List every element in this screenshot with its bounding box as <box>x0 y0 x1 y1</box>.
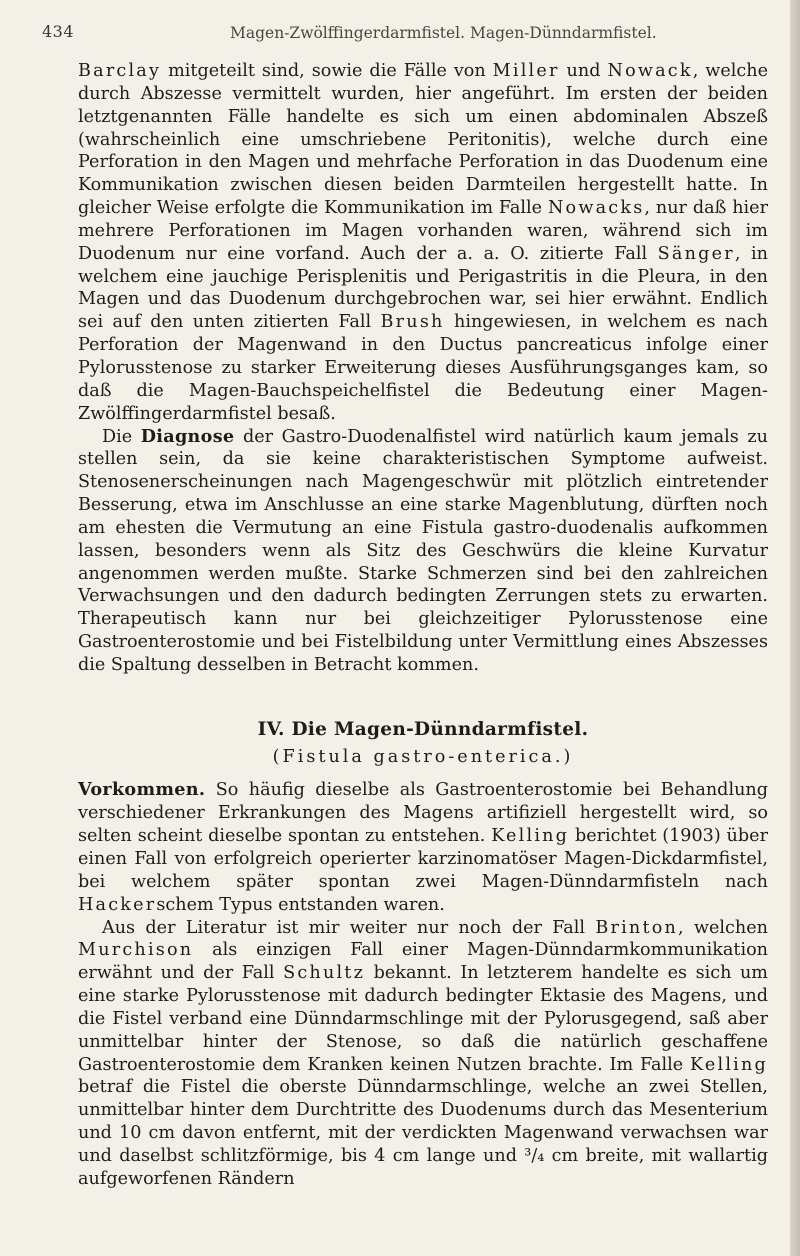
author-name: Murchison <box>78 940 194 961</box>
author-name: Nowack <box>607 61 693 81</box>
paragraph-fistula-cases: Barclay mitgeteilt sind, sowie die Fälle von Miller und Nowack, welche durch Abszesse vermittelt wurden, hier angeführt. Im ersten der beiden letztgenannten Fälle handelte es sich um einen abdominalen Abszeß (wahrscheinlich eine umschriebene Peritonitis), welche durch eine Perforation in den Magen und mehrfache Perforation in das Duodenum eine Kommunikation zwischen diesen beiden Darmteilen hergestellt hatte. In gleicher Weise erfolgte die Kommunikation im Falle Nowacks, nur daß hier mehrere Perforationen im Magen vorhanden waren, während sich im Duodenum nur eine vorfand. Auch der a. a. O. zitierte Fall Sänger, in welchem eine jauchige Perisplenitis und Perigastritis in die Pleura, in den Magen und das Duodenum durchgebrochen war, sei hier erwähnt. Endlich sei auf den unten zitierten Fall Brush hingewiesen, in welchem es nach Perforation der Magenwand in den Ductus pancreaticus infolge einer Pylorusstenose zu starker Erweiterung dieses Ausführungsganges kam, so daß die Magen-Bauchspeichelfistel die Bedeutung einer Magen-Zwölffingerdarmfistel besaß. <box>78 61 769 424</box>
paragraph-occurrence: Vorkommen. So häufig dieselbe als Gastroenterostomie bei Behandlung verschiedener Erkrankungen des Magens artifiziell hergestellt wird, so selten scheint dieselbe spontan zu entstehen. Kelling berichtet (1903) über einen Fall von erfolgreich operierter karzinomatöser Magen-Dickdarmfistel, bei welchem später spontan zwei Magen-Dünndarmfisteln nach Hackerschem Typus entstanden waren. <box>78 779 768 915</box>
body-text <box>78 60 768 1191</box>
author-name: Kelling <box>491 826 570 847</box>
section-subtitle: (Fistula gastro-enterica.) <box>272 746 574 767</box>
author-name: Miller <box>492 61 560 81</box>
section-title: IV. Die Magen-Dünndarmfistel. <box>257 718 589 740</box>
page-edge <box>790 0 800 1256</box>
running-title: Magen-Zwölffingerdarmfistel. Magen-Dünndarmfistel. <box>230 24 657 42</box>
author-name: Kelling <box>690 1054 768 1075</box>
author-name: Nowacks <box>547 198 645 219</box>
author-name: Brinton <box>595 917 679 938</box>
author-name: Brush <box>380 312 445 333</box>
paragraph-literature: Aus der Literatur ist mir weiter nur noch der Fall Brinton, welchen Murchison als einzigen Fall einer Magen-Dünndarmkommunikation erwähnt und der Fall Schultz bekannt. In letzterem handelte es sich um eine starke Pylorusstenose mit dadurch bedingter Ektasie des Magens, und die Fistel verband eine Dünndarmschlinge mit der Pylorusgegend, saß aber unmittelbar hinter der Stenose, so daß die natürlich geschaffene Gastroenterostomie dem Kranken keinen Nutzen brachte. Im Falle Kelling betraf die Fistel die oberste Dünndarmschlinge, welche an zwei Stellen, unmittelbar hinter dem Durchtritte des Duodenums durch das Mesenterium und 10 cm davon entfernt, mit der verdickten Magenwand verwachsen war und daselbst schlitzförmige, bis 4 cm lange und ³/₄ cm breite, mit wallartig aufgeworfenen Rändern <box>78 917 768 1189</box>
occurrence-heading: Vorkommen. <box>78 779 206 801</box>
author-name: Sänger <box>657 243 735 264</box>
diagnosis-heading: Diagnose <box>140 425 235 447</box>
author-name: Hacker <box>78 894 157 915</box>
page-header <box>42 18 762 48</box>
page-number: 434 <box>42 22 75 41</box>
author-name: Schultz <box>283 963 366 984</box>
author-name: Barclay <box>78 61 162 81</box>
paragraph-diagnosis: Die Diagnose der Gastro-Duodenalfistel wird natürlich kaum jemals zu stellen sein, da sie keine charakteristischen Symptome aufweist. Stenosenerscheinungen nach Magengeschwür mit plötzlich eintretender Besserung, etwa im Anschlusse an eine starke Magenblutung, dürften noch am ehesten die Vermutung an eine Fistula gastro-duodenalis aufkommen lassen, besonders wenn als Sitz des Geschwürs die kleine Kurvatur angenommen werden mußte. Starke Schmerzen sind bei den zahlreichen Verwachsungen und den dadurch bedingten Zerrungen stets zu erwarten. Therapeutisch kann nur bei gleichzeitiger Pylorusstenose eine Gastroenterostomie und bei Fistelbildung unter Vermittlung eines Abszesses die Spaltung desselben in Betracht kommen. <box>78 425 768 675</box>
